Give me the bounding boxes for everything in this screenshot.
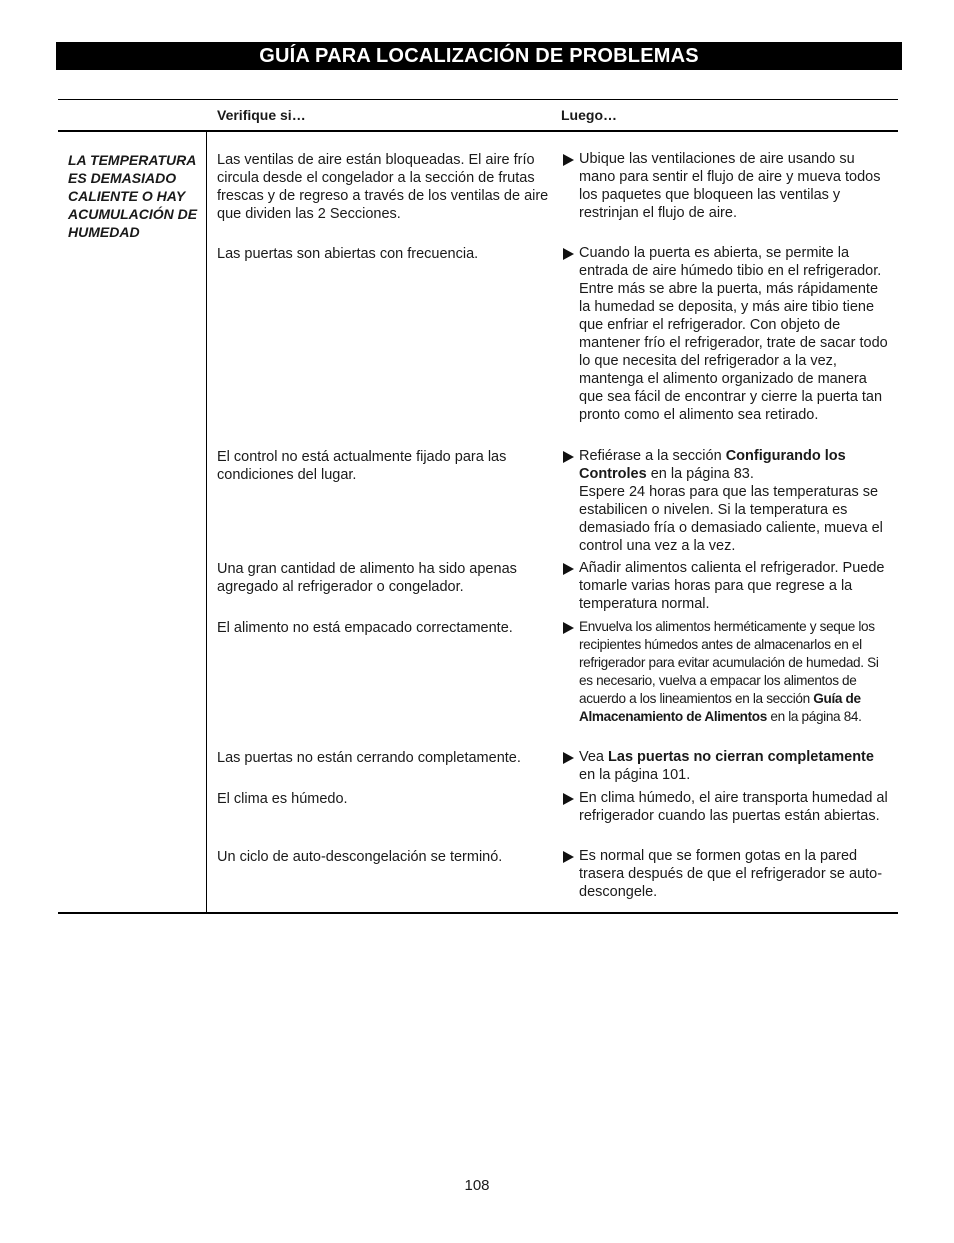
cause-text: El alimento no está empacado correctamente. (217, 620, 513, 636)
arrow-bullet-icon (563, 451, 574, 463)
arrow-bullet-icon (563, 752, 574, 764)
solution-text: Ubique las ventilaciones de aire usando su mano para sentir el flujo de aire y mueva todos los paquetes que bloqueen las ventilas y restrinjan el flujo de aire. (563, 150, 893, 222)
arrow-bullet-icon (563, 248, 574, 260)
solution-text: Añadir alimentos calienta el refrigerador. Puede tomarle varias horas para que regrese a la temperatura normal. (563, 559, 893, 613)
column-header-then: Luego… (561, 107, 617, 123)
page-number: 108 (464, 1177, 490, 1194)
table-bottom-rule (58, 912, 898, 914)
cause-text: El clima es húmedo. (217, 791, 348, 807)
solution-text: Vea Las puertas no cierran completamente en la página 101. (563, 748, 893, 784)
solution-text: En clima húmedo, el aire transporta humedad al refrigerador cuando las puertas están abiertas. (563, 789, 893, 825)
arrow-bullet-icon (563, 154, 574, 166)
page-title: GUÍA PARA LOCALIZACIÓN DE PROBLEMAS (56, 42, 902, 70)
reference-bold: Configurando los Controles (579, 448, 846, 482)
cause-text: Las puertas son abiertas con frecuencia. (217, 246, 479, 262)
arrow-bullet-icon (563, 793, 574, 805)
solution-text: Refiérase a la sección Configurando los Controles en la página 83. Espere 24 horas para que las temperaturas se estabilicen o nivelen. Si la temperatura es demasiado fría o demasiado caliente, mueva el control una vez a la vez. (563, 447, 893, 555)
cause-text: El control no está actualmente fijado para las condiciones del lugar. (217, 449, 507, 483)
table-top-rule (58, 99, 898, 100)
header-rule (58, 130, 898, 132)
arrow-bullet-icon (563, 622, 574, 634)
cause-text: Las ventilas de aire están bloqueadas. El aire frío circula desde el congelador a la sección de frutas frescas y de regreso a través de los ventilas de aire que dividen las 2 Secciones. (217, 152, 549, 222)
reference-bold: Guía de Almacenamiento de Alimentos (579, 691, 861, 724)
solution-text: Cuando la puerta es abierta, se permite la entrada de aire húmedo tibio en el refrigerador. Entre más se abre la puerta, más rápidamente la humedad se deposita, y más aire tibio tiene que enfriar el refrigerador. Con objeto de mantener frío el refrigerador, trate de sacar todo lo que necesita del refrigerador a la vez, mantenga el alimento organizado de manera que sea fácil de encontrar y cierre la puerta tan pronto como el alimento sea retirado. (563, 244, 893, 424)
reference-bold: Las puertas no cierran completamente (608, 749, 874, 765)
arrow-bullet-icon (563, 851, 574, 863)
cause-text: Las puertas no están cerrando completamente. (217, 750, 521, 766)
column-header-check: Verifique si… (217, 107, 306, 123)
column-divider (206, 132, 207, 914)
problem-heading: LA TEMPERATURA ES DEMASIADO CALIENTE O HAY ACUMULACIÓN DE HUMEDAD (68, 152, 198, 240)
solution-text: Envuelva los alimentos herméticamente y seque los recipientes húmedos antes de almacenarlos en el refrigerador para evitar acumulación de humedad. Si es necesario, vuelva a empacar los alimentos de acuerdo a los lineamientos en la sección Guía de Almacenamiento de Alimentos en la página 84. (563, 618, 893, 726)
cause-text: Una gran cantidad de alimento ha sido apenas agregado al refrigerador o congelador. (217, 561, 517, 595)
solution-text: Es normal que se formen gotas en la pared trasera después de que el refrigerador se auto-descongele. (563, 847, 893, 901)
arrow-bullet-icon (563, 563, 574, 575)
cause-text: Un ciclo de auto-descongelación se terminó. (217, 849, 503, 865)
